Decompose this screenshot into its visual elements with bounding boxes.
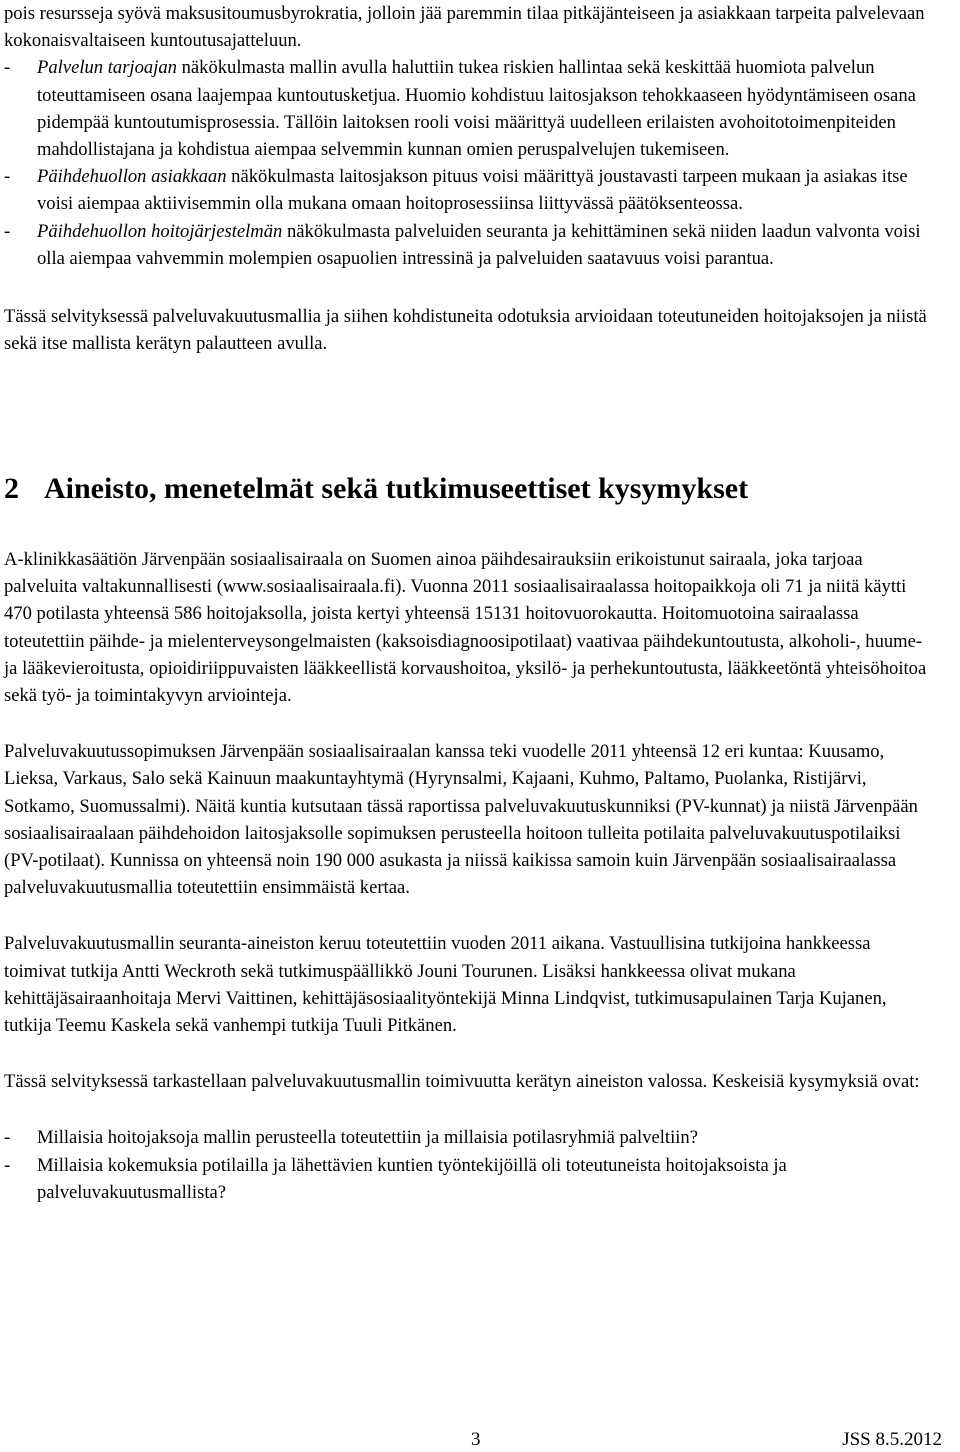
section-title: Aineisto, menetelmät sekä tutkimuseettiset kysymykset [44, 472, 749, 505]
bullet-dash: - [4, 57, 11, 79]
page-number: 3 [471, 1429, 481, 1450]
paragraph-municipalities: Palveluvakuutussopimuksen Järvenpään sosiaalisairaalan kanssa teki vuodelle 2011 yhteensä 12 eri kuntaa: Kuusamo, Lieksa, Varkaus, Salo sekä Kainuun maakuntayhtymä (Hyrynsalmi, Kajaani, Kuhmo, Paltamo, Puolanka, Ristijärvi, Sotkamo, Suomussalmi). Näitä kuntia kutsutaan tässä raportissa palveluvakuutuskunniksi (PV-kunnat) ja niistä Järvenpään sosiaalisairaalaan päihdehoidon laitosjaksolle sopimuksen perusteella hoitoon tulleita potilaita palveluvakuutuspotilaiksi (PV-potilaat). Kunnissa on yhteensä noin 190 000 asukasta ja niissä kaikissa samoin kuin Järvenpään sosiaalisairaalassa palveluvakuutusmallia toteutettiin ensimmäistä kertaa. [4, 741, 918, 899]
list-item [4, 1152, 936, 1206]
question-text: Millaisia hoitojaksoja mallin perusteella toteutettiin ja millaisia potilasryhmiä palveltiin? [37, 1127, 698, 1149]
bullet-emphasis: Päihdehuollon asiakkaan [37, 166, 227, 188]
bullet-dash: - [4, 1127, 11, 1149]
section-body [4, 546, 936, 1206]
question-list [4, 1124, 936, 1206]
bullet-text: näkökulmasta laitosjakson pituus voisi määrittyä joustavasti tarpeen mukaan ja asiakas itse voisi aiempaa aktiivisemmin olla mukana omaan hoitoprosessiinsa liittyvässä päätöksenteossa. [37, 166, 908, 215]
paragraph-questions-intro: Tässä selvityksessä tarkastellaan palveluvakuutusmallin toimivuutta kerätyn aineiston valossa. Keskeisiä kysymyksiä ovat: [4, 1071, 920, 1093]
bullet-text: näkökulmasta mallin avulla haluttiin tukea riskien hallintaa sekä keskittää huomiota palvelun toteuttamiseen osana laajempaa kuntoutusketjua. Huomio kohdistuu laitosjakson tehokkaaseen hyödyntämiseen osana pidempää kuntoutumisprosessia. Tällöin laitoksen rooli voisi määrittyä uudelleen erilaisten avohoitotoimenpiteiden mahdollistajana ja kohdistua aiempaa selvemmin kunnan omien peruspalvelujen tukemiseen. [37, 57, 916, 161]
bullet-dash: - [4, 166, 11, 188]
question-text: Millaisia kokemuksia potilailla ja lähettävien kuntien työntekijöillä oli toteutuneista hoitojaksoista ja palveluvakuutusmallista? [37, 1154, 787, 1203]
bullet-text: näkökulmasta palveluiden seuranta ja kehittäminen sekä niiden laadun valvonta voisi olla aiempaa vahvemmin molempien osapuolien intressinä ja palveluiden saatavuus voisi parantua. [37, 220, 921, 269]
section-number: 2 [4, 472, 19, 505]
bullet-service-provider [4, 54, 936, 163]
paragraph-hospital: A-klinikkasäätiön Järvenpään sosiaalisairaala on Suomen ainoa päihdesairauksiin erikoistunut sairaala, joka tarjoaa palveluita valtakunnallisesti (www.sosiaalisairaala.fi). Vuonna 2011 sosiaalisairaalassa hoitopaikkoja oli 71 ja niitä käytti 470 potilasta yhteensä 586 hoitojaksolla, joista kertyi yhteensä 15131 hoitovuorokautta. Hoitomuotoina sairaalassa toteutettiin päihde- ja mielenterveysongelmaisten (kaksoisdiagnoosipotilaat) vaativaa päihdekuntoutusta, alkoholi-, huume- ja lääkevieroitusta, opioidiriippuvaisten lääkkeellistä korvaushoitoa, yksilö- ja perhekuntoutusta, lääkkeetöntä yhteisöhoitoa sekä työ- ja toimintakyvyn arviointeja. [4, 549, 927, 707]
bullet-dash: - [4, 220, 11, 242]
intro-continuation: pois resursseja syövä maksusitoumusbyrokratia, jolloin jää paremmin tilaa pitkäjänteiseen ja asiakkaan tarpeita palvelevaan kokonaisvaltaiseen kuntoutusajatteluun. [4, 3, 925, 52]
footer-date: JSS 8.5.2012 [842, 1429, 942, 1450]
section-heading [4, 472, 748, 506]
paragraph-research-team: Palveluvakuutusmallin seuranta-aineiston keruu toteutettiin vuoden 2011 aikana. Vastuullisina tutkijoina hankkeessa toimivat tutkija Antti Weckroth sekä tutkimuspäällikkö Jouni Tourunen. Lisäksi hankkeessa olivat mukana kehittäjäsairaanhoitaja Mervi Vaittinen, kehittäjäsosiaalityöntekijä Minna Lindqvist, tutkimusapulainen Tarja Kujanen, tutkija Teemu Kaskela sekä vanhempi tutkija Tuuli Pitkänen. [4, 933, 887, 1037]
bullet-emphasis: Päihdehuollon hoitojärjestelmän [37, 220, 283, 242]
bullet-emphasis: Palvelun tarjoajan [37, 57, 177, 79]
list-item [4, 1124, 936, 1151]
bullet-dash: - [4, 1154, 11, 1176]
intro-block [4, 0, 936, 357]
bullet-care-system [4, 218, 936, 272]
page-footer [0, 1428, 960, 1452]
intro-paragraph: Tässä selvityksessä palveluvakuutusmallia ja siihen kohdistuneita odotuksia arvioidaan toteutuneiden hoitojaksojen ja niistä sekä itse mallista kerätyn palautteen avulla. [4, 306, 927, 355]
bullet-client [4, 163, 936, 217]
